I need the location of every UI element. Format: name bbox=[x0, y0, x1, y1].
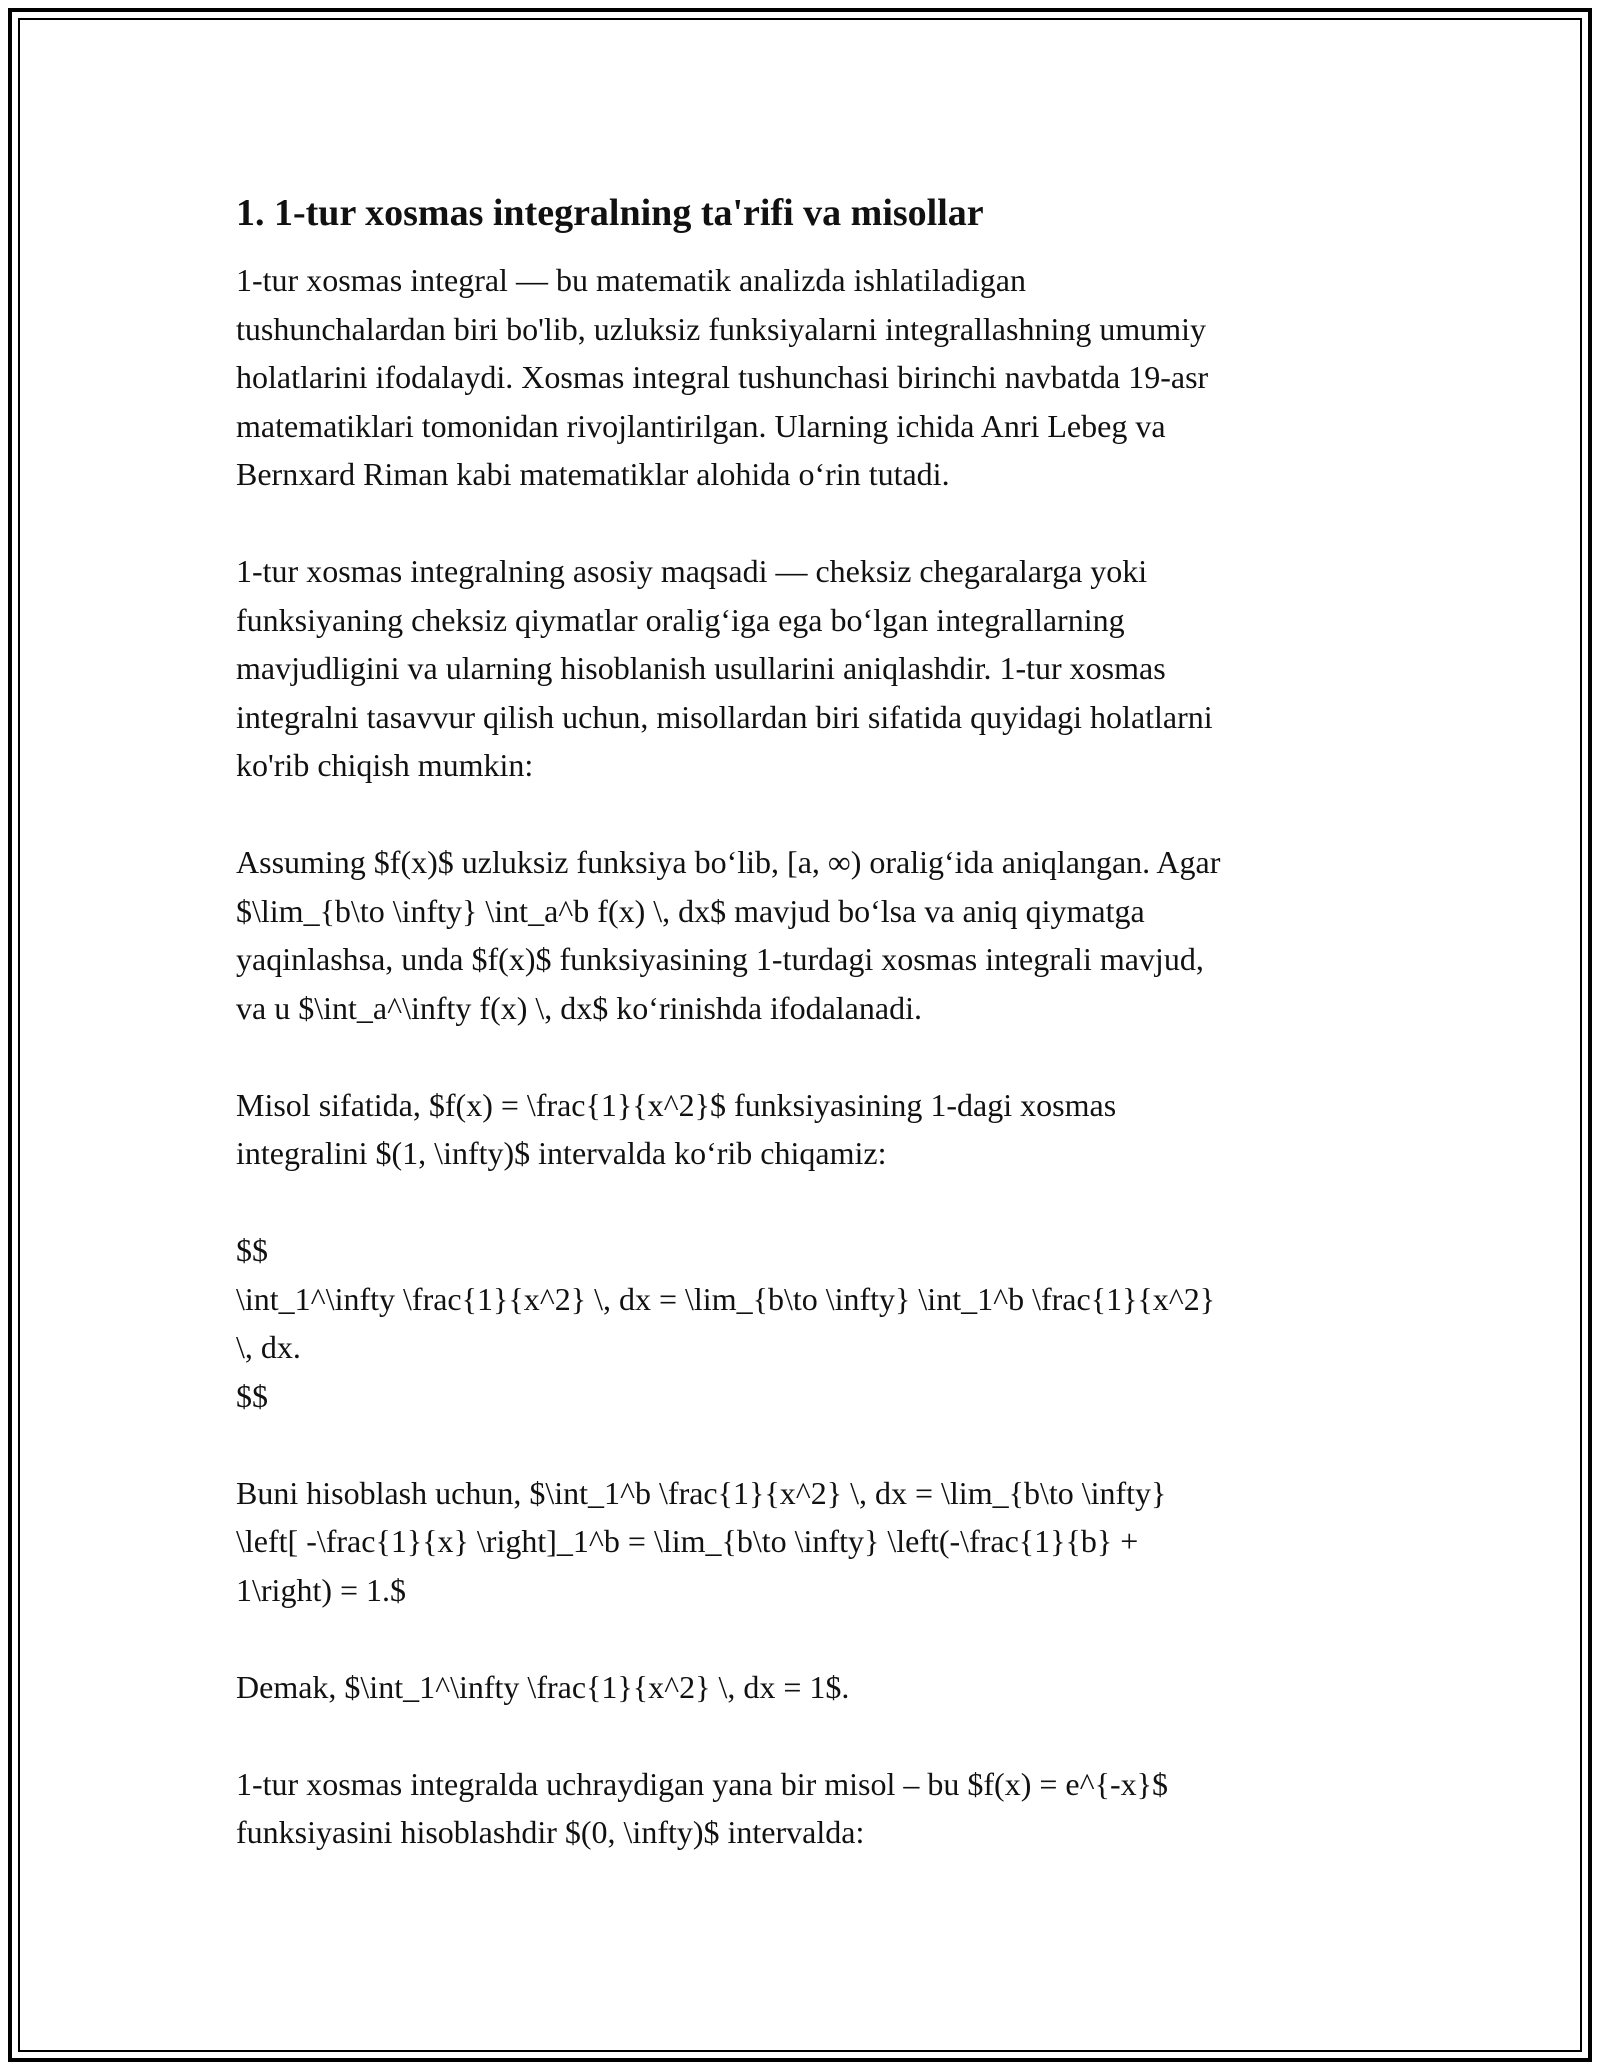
paragraph-second-example: 1-tur xosmas integralda uchraydigan yana bir misol – bu $f(x) = e^{-x}$ funksiyasini hisoblashdir $(0, \infty)$ intervalda: bbox=[236, 1765, 1168, 1850]
paragraph-computation: Buni hisoblash uchun, $\int_1^b \frac{1}{x^2} \, dx = \lim_{b\to \infty} \left[ -\frac{1}{x} \right]_1^b = \lim_{b\to \infty} \left(-\frac{1}{b} + 1\right) = 1.$ bbox=[236, 1474, 1167, 1608]
paragraph-definition-intro: 1-tur xosmas integral — bu matematik analizda ishlatiladigan tushunchalardan biri bo'lib, uzluksiz funksiyalarni integrallashning umumiy holatlarini ifodalaydi. Xosmas integral tushunchasi birinchi navbatda 19-asr matematiklari tomonidan rivojlantirilgan. Ularning ichida Anri Lebeg va Bernxard Riman kabi matematiklar alohida oʻrin tutadi. bbox=[236, 262, 1209, 492]
section-heading: 1. 1-tur xosmas integralning ta'rifi va misollar bbox=[236, 192, 984, 234]
document-body bbox=[236, 188, 1371, 1905]
paragraph-purpose: 1-tur xosmas integralning asosiy maqsadi — cheksiz chegaralarga yoki funksiyaning cheksiz qiymatlar oraligʻiga ega boʻlgan integrallarning mavjudligini va ularning hisoblanish usullarini aniqlashdir. 1-tur xosmas integralni tasavvur qilish uchun, misollardan biri sifatida quyidagi holatlarni ko'rib chiqish mumkin: bbox=[236, 553, 1213, 783]
paragraph-conclusion: Demak, $\int_1^\infty \frac{1}{x^2} \, dx = 1$. bbox=[236, 1668, 850, 1705]
paragraph-example-intro: Misol sifatida, $f(x) = \frac{1}{x^2}$ funksiyasining 1-dagi xosmas integralini $(1, \infty)$ intervalda koʻrib chiqamiz: bbox=[236, 1086, 1117, 1171]
display-formula: $$ \int_1^\infty \frac{1}{x^2} \, dx = \lim_{b\to \infty} \int_1^b \frac{1}{x^2} \, dx. $$ bbox=[236, 1232, 1216, 1414]
paragraph-formal-definition: Assuming $f(x)$ uzluksiz funksiya boʻlib, [a, ∞) oraligʻida aniqlangan. Agar $\lim_{b\to \infty} \int_a^b f(x) \, dx$ mavjud boʻlsa va aniq qiymatga yaqinlashsa, unda $f(x)$ funksiyasining 1-turdagi xosmas integrali mavjud, va u $\int_a^\infty f(x) \, dx$ koʻrinishda ifodalanadi. bbox=[236, 844, 1221, 1026]
